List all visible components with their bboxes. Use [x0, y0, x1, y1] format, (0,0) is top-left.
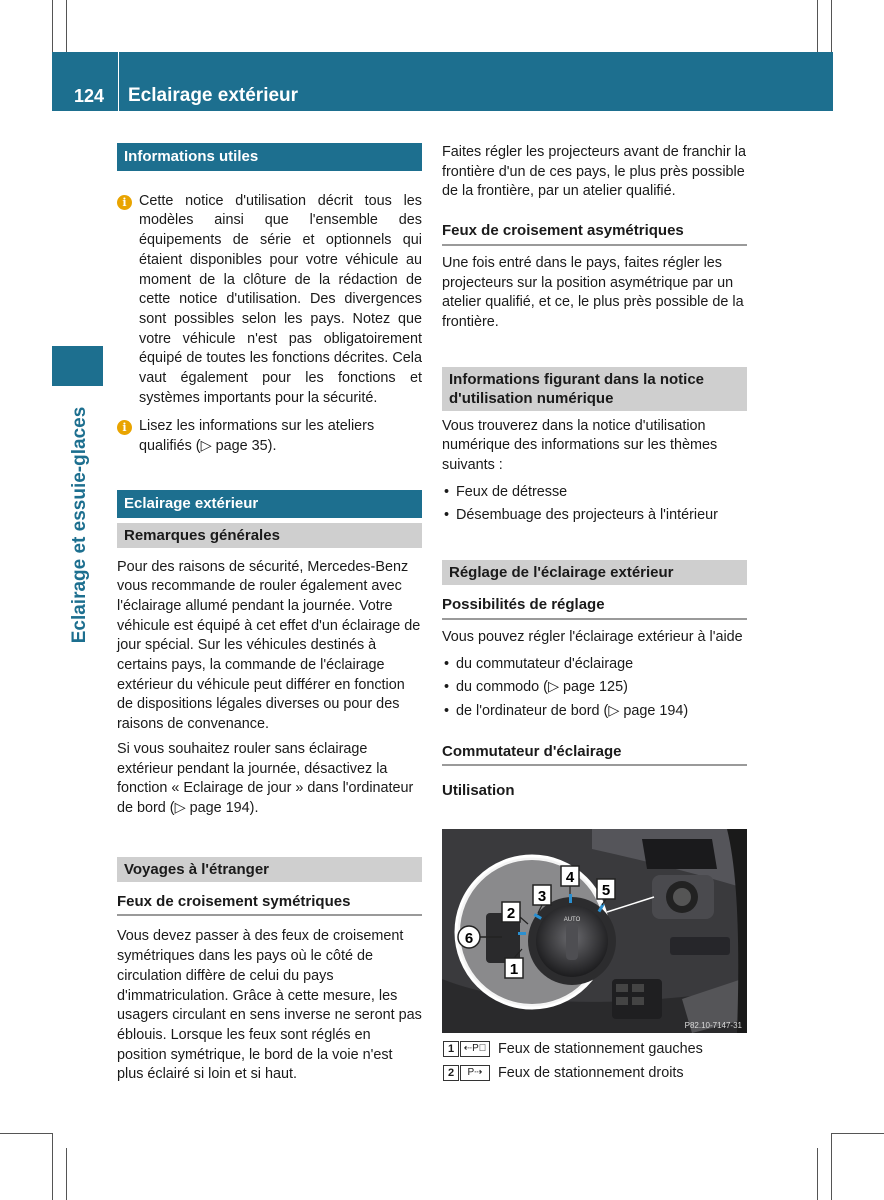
svg-text:1: 1 — [509, 961, 519, 978]
intro-paragraph: Faites régler les projecteurs avant de franchir la frontière d'un de ces pays, le plus près possible de la frontière, par un atelier qualifié. — [442, 144, 746, 200]
svg-text:3: 3 — [537, 888, 547, 905]
legend-text: Feux de stationnement gauches — [498, 1041, 703, 1057]
crop-mark — [0, 1133, 52, 1134]
crop-mark — [817, 0, 818, 52]
page-title: Eclairage extérieur — [128, 85, 299, 106]
crop-mark — [817, 1148, 818, 1200]
info-icon: i — [117, 420, 132, 435]
side-tab-label: Eclairage et essuie-glaces — [69, 406, 90, 644]
info-note-text: Cette notice d'utilisation décrit tous les modèles ainsi que l'ensemble des équipements de série et optionnels qui étaient disponibles pour votre véhicule au moment de la clôture de la rédaction de cette notice d'utilisation. Des divergences sont possibles selon les pays. Notez que votre véhicule n'est pas obligatoirement équipé de toutes les fonctions décrites. Cela vaut également pour les fonctions et systèmes importants pour la sécurité. — [139, 192, 422, 406]
remarks-heading: Remarques générales — [117, 523, 422, 548]
symmetric-heading: Feux de croisement symétriques — [117, 892, 422, 917]
asym-heading: Feux de croisement asymétriques — [442, 221, 747, 246]
asym-paragraph: Une fois entré dans le pays, faites régler les projecteurs sur la position asymétrique par un atelier qualifié, et ce, le plus près possible de la frontière. — [442, 254, 744, 330]
svg-text:5: 5 — [601, 882, 611, 899]
list-item: • du commodo (▷ page 125) — [444, 679, 628, 696]
settings-heading: Réglage de l'éclairage extérieur — [442, 560, 747, 585]
left-column — [117, 143, 422, 1085]
crop-mark — [66, 0, 67, 52]
legend-item — [443, 1065, 684, 1081]
callout-4 — [561, 866, 579, 886]
callout-3 — [533, 885, 551, 905]
legend-text: Feux de stationnement droits — [498, 1065, 684, 1081]
svg-text:6: 6 — [464, 930, 474, 947]
legend-number: 1 — [443, 1041, 459, 1057]
parking-light-left-icon: ⇠P⃕ — [460, 1041, 490, 1057]
svg-text:4: 4 — [565, 869, 575, 886]
page-number: 124 — [74, 86, 105, 106]
info-note — [117, 417, 422, 456]
list-item: • Feux de détresse — [444, 483, 568, 500]
travel-heading: Voyages à l'étranger — [117, 857, 422, 882]
info-note-text: Lisez les informations sur les ateliers qualifiés (▷ page 35). — [139, 418, 375, 455]
digital-paragraph: Vous trouverez dans la notice d'utilisation numérique des informations sur les thèmes suivants : — [442, 417, 718, 474]
remarks-paragraph: Pour des raisons de sécurité, Mercedes-Benz vous recommande de rouler également avec l'éclairage allumé pendant la journée. Votre véhicule est équipé à cet effet d'un éclairage de jour spécial. Sur les véhicules destinés à certains pays, la commande de l'éclairage extérieur du véhicule peut différer en fonction de dispositions légales diverses ou pour des raisons de convenance. — [117, 558, 421, 733]
callout-5 — [597, 879, 615, 899]
usage-heading: Utilisation — [442, 782, 515, 800]
svg-text:2: 2 — [506, 905, 516, 922]
crop-mark — [831, 0, 832, 52]
info-icon: i — [117, 195, 132, 210]
crop-mark — [831, 1133, 884, 1134]
list-item: • de l'ordinateur de bord (▷ page 194) — [444, 702, 689, 719]
light-switch-figure — [442, 829, 747, 1033]
callout-1 — [505, 958, 523, 978]
list-item: • Désembuage des projecteurs à l'intérieur — [444, 507, 718, 524]
legend-item — [443, 1041, 703, 1057]
right-column — [442, 143, 747, 801]
info-heading: Informations utiles — [117, 143, 422, 171]
legend-number: 2 — [443, 1065, 459, 1081]
possibilities-paragraph: Vous pouvez régler l'éclairage extérieur à l'aide — [442, 628, 743, 645]
crop-mark — [52, 1133, 53, 1200]
crop-mark — [831, 1133, 832, 1200]
header-divider — [118, 52, 119, 111]
info-note — [117, 192, 422, 409]
possibilities-heading: Possibilités de réglage — [442, 595, 747, 620]
light-switch-illustration — [442, 829, 747, 1033]
callout-2 — [502, 902, 520, 922]
crop-mark — [66, 1148, 67, 1200]
side-tab-marker — [52, 346, 103, 386]
switch-heading: Commutateur d'éclairage — [442, 742, 747, 767]
digital-heading: Informations figurant dans la notice d'utilisation numérique — [442, 367, 747, 411]
dial-auto-label: AUTO — [563, 917, 581, 923]
symmetric-paragraph: Vous devez passer à des feux de croisement symétriques dans les pays où le côté de circulation diffère de celui du pays d'immatriculation. Grâce à cette mesure, les usagers circulant en sens inverse ne seront pas éblouis. Lorsque les feux sont réglés en position symétrique, le bord de la voie n'est plus éclairé si loin et si haut. — [117, 928, 422, 1083]
figure-code: P82.10-7147-31 — [684, 1021, 742, 1030]
parking-light-right-icon: P⇢ — [460, 1065, 490, 1081]
remarks-paragraph: Si vous souhaitez rouler sans éclairage extérieur pendant la journée, désactivez la fonction « Eclairage de jour » dans l'ordinateur de bord (▷ page 194). — [117, 740, 414, 816]
crop-mark — [52, 0, 53, 52]
section-heading: Eclairage extérieur — [117, 490, 422, 518]
list-item: • du commutateur d'éclairage — [444, 655, 634, 672]
